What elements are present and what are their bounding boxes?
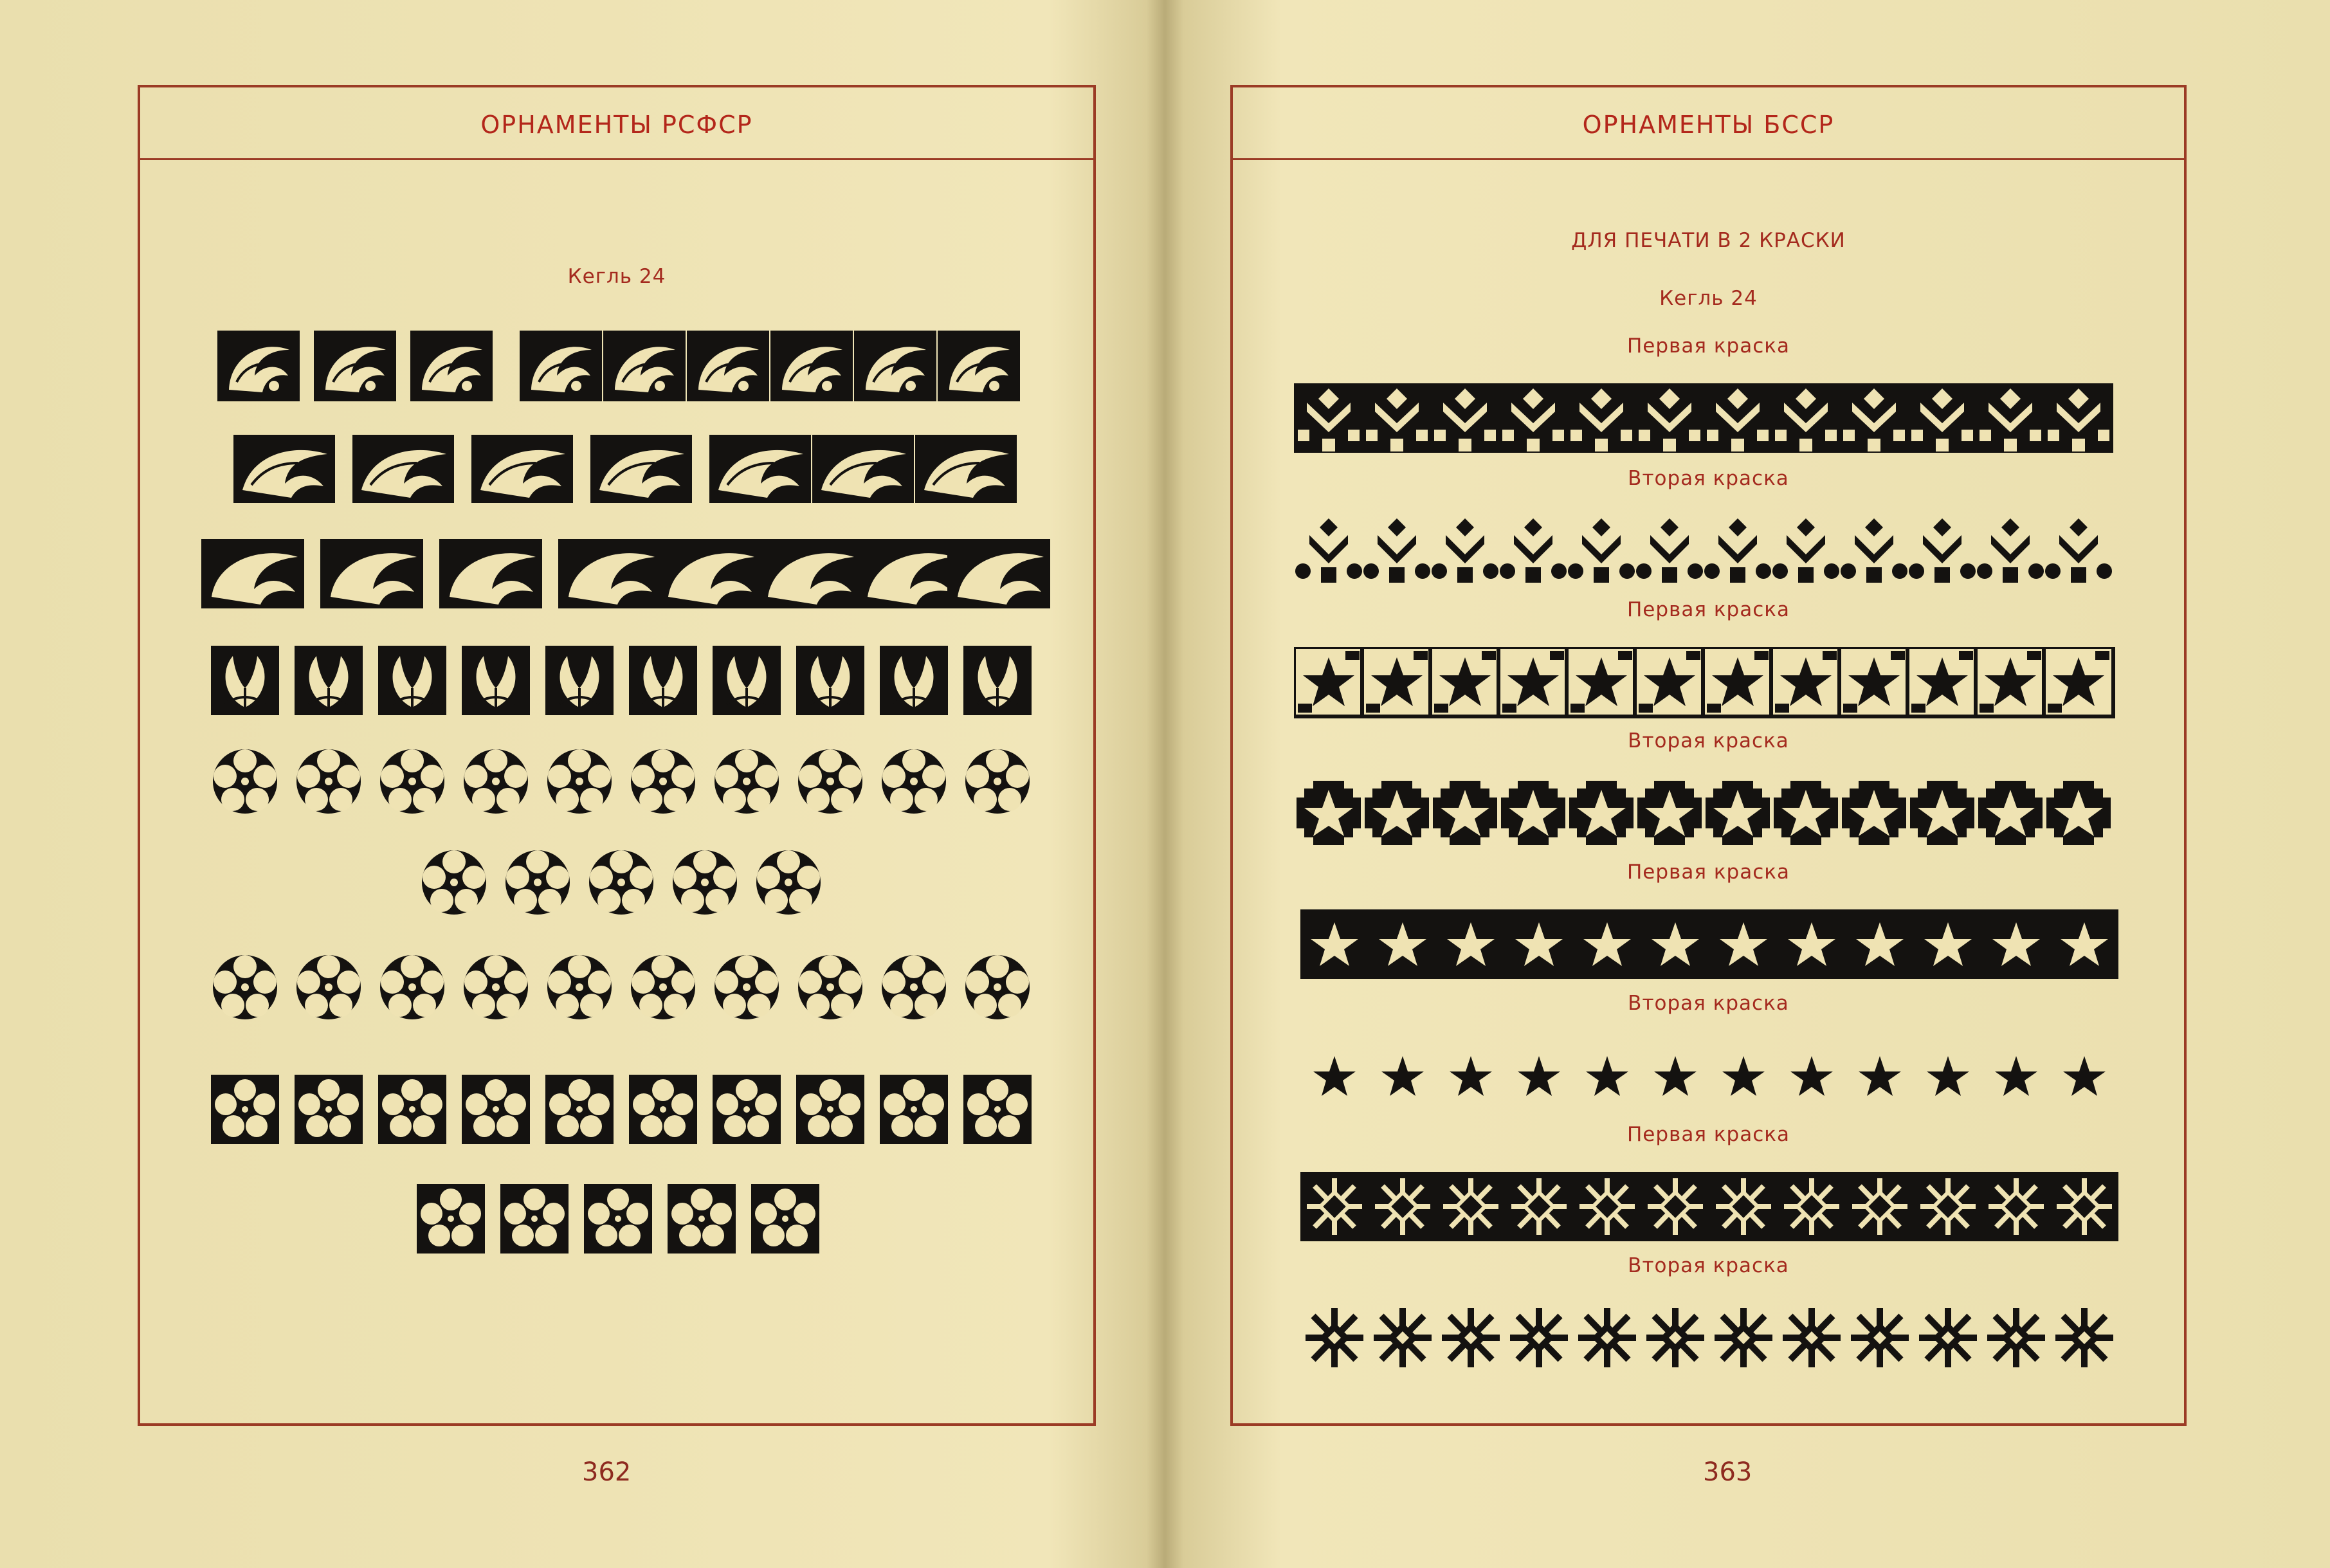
tulip-ornament <box>211 646 1047 718</box>
ornament-row-flower-2 <box>420 848 838 920</box>
band-arrow-first <box>1294 383 2124 455</box>
header-rule <box>140 158 1093 160</box>
leaf-scroll-ornament <box>217 331 1034 403</box>
flower-ornament <box>211 747 1047 819</box>
band-star-step-first <box>1294 647 2124 719</box>
ornament-row-flower-square-1 <box>211 1075 1047 1147</box>
right-page <box>1166 0 2330 1568</box>
snowflake-block-band <box>1300 1172 2124 1244</box>
size-label: Кегль 24 <box>567 265 666 288</box>
header-rule <box>1233 158 2184 160</box>
star-block-band <box>1300 909 2124 981</box>
leaf-scroll-ornament <box>233 435 1044 507</box>
ink-label-4: Вторая краска <box>1628 729 1789 752</box>
band-star-plain-second <box>1300 1041 2130 1113</box>
ink-label-6: Вторая краска <box>1628 992 1789 1015</box>
square-flower-ornament <box>417 1184 835 1256</box>
ink-label-3: Первая краска <box>1627 598 1790 621</box>
ornament-row-tulip <box>211 646 1047 718</box>
flower-ornament <box>211 953 1047 1025</box>
ink-label-2: Вторая краска <box>1628 467 1789 490</box>
ornament-row-flower-3 <box>211 953 1047 1025</box>
page-number-left: 362 <box>582 1457 632 1487</box>
left-page-header: ОРНАМЕНТЫ РСФСР <box>480 111 753 139</box>
band-arrow-second <box>1294 516 2124 588</box>
ornament-row-leaf-3 <box>201 539 1050 611</box>
size-label: Кегль 24 <box>1659 287 1758 310</box>
right-page-frame <box>1230 85 2187 1426</box>
ornament-row-leaf-2 <box>233 435 1044 507</box>
band-snowflake-second <box>1300 1303 2130 1375</box>
ornament-row-leaf-1 <box>217 331 1034 403</box>
leaf-scroll-ornament <box>201 539 1050 611</box>
star-octagon-band <box>1294 778 2117 850</box>
ink-label-8: Вторая краска <box>1628 1254 1789 1277</box>
ink-label-5: Первая краска <box>1627 861 1790 884</box>
arrow-diamond-band <box>1294 383 2117 455</box>
band-star-octagon-second <box>1294 778 2124 850</box>
right-page-header: ОРНАМЕНТЫ БССР <box>1582 111 1835 139</box>
band-star-block-first <box>1300 909 2130 981</box>
flower-ornament <box>420 848 838 920</box>
square-flower-ornament <box>211 1075 1047 1147</box>
snowflake-band <box>1300 1303 2124 1375</box>
arrow-dot-band <box>1294 516 2117 588</box>
ornament-row-flower-1 <box>211 747 1047 819</box>
left-page <box>0 0 1164 1568</box>
subheader: ДЛЯ ПЕЧАТИ В 2 КРАСКИ <box>1571 229 1846 252</box>
ornament-row-flower-square-2 <box>417 1184 835 1256</box>
page-number-right: 363 <box>1703 1457 1752 1487</box>
band-snowflake-first <box>1300 1172 2130 1244</box>
ink-label-7: Первая краска <box>1627 1123 1790 1146</box>
ink-label-1: Первая краска <box>1627 334 1790 358</box>
star-step-band <box>1294 647 2117 719</box>
star-plain-band <box>1300 1041 2124 1113</box>
left-page-frame <box>138 85 1096 1426</box>
